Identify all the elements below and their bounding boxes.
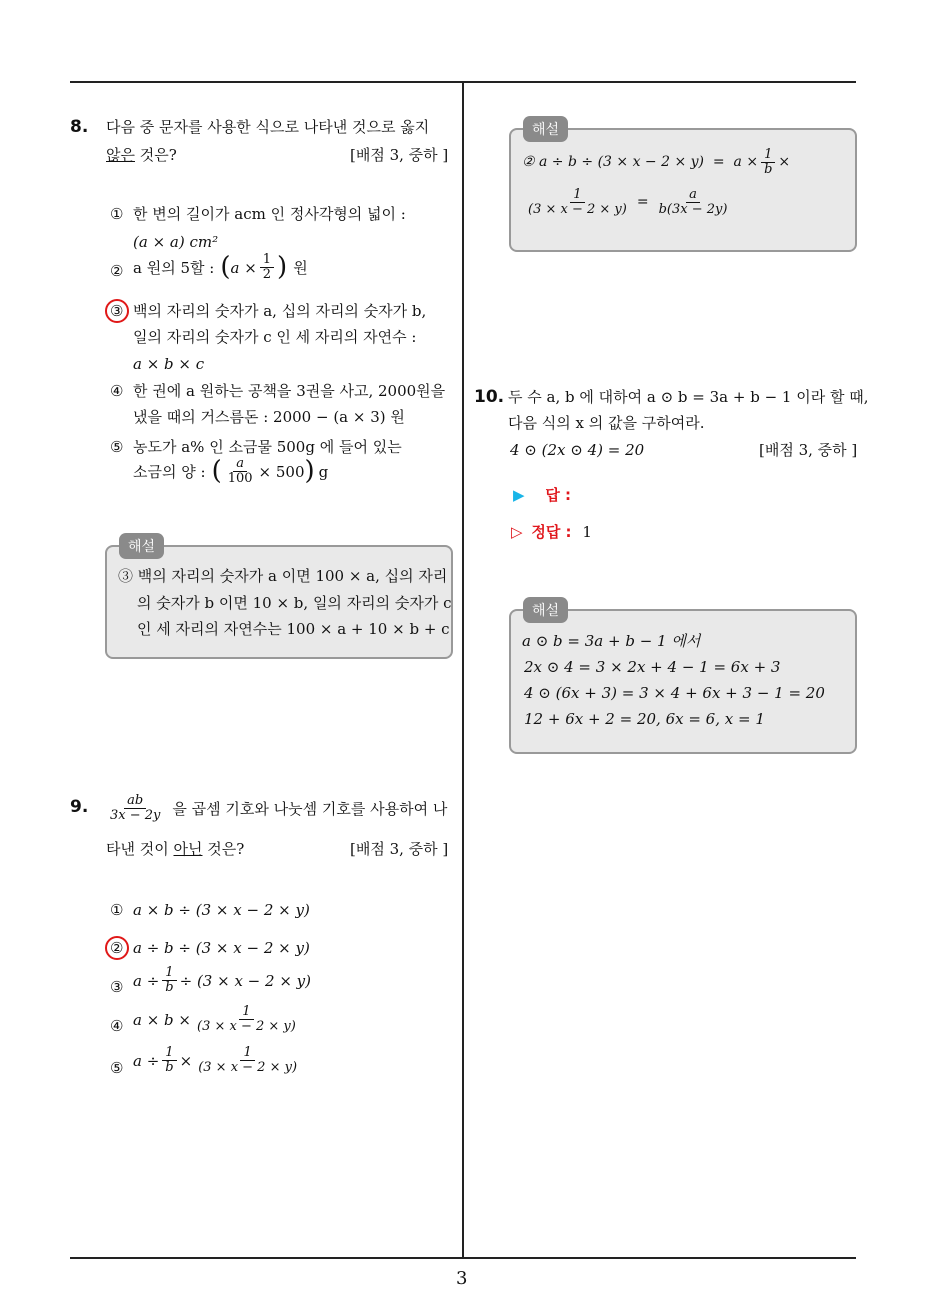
- expr-pre: a ÷: [133, 971, 160, 990]
- fraction-denominator: 100: [227, 471, 253, 487]
- fraction: [656, 188, 731, 218]
- option-text: 소금의 양 : ( $\frac{a}{100}$ × 500 ) g: [133, 455, 329, 487]
- question-prompt-line1: [104, 794, 447, 824]
- fraction-numerator: ab: [124, 794, 146, 809]
- fraction: [761, 148, 775, 178]
- prompt-rest: 것은?: [134, 146, 177, 164]
- answer-row: [513, 486, 571, 504]
- explanation-line: [522, 148, 790, 178]
- explanation-badge: 해설: [523, 116, 568, 142]
- expr-pre: a × b ×: [133, 1010, 191, 1029]
- explanation-line: 2x ⊙ 4 = 3 × 2x + 4 − 1 = 6x + 3: [524, 658, 781, 676]
- fraction-denominator: b(3x − 2y): [658, 202, 728, 218]
- score-label: [배점 3, 중하 ]: [759, 441, 858, 459]
- question-prompt-line1: 두 수 a, b 에 대하여 a ⊙ b = 3a + b − 1 이라 할 때,: [508, 388, 869, 406]
- option-text-pre: a 원의 5할 :: [133, 258, 215, 277]
- option-mark[interactable]: ①: [110, 901, 124, 919]
- option-text-pre: 소금의 양 :: [133, 462, 206, 481]
- fraction: [162, 1046, 176, 1076]
- score-label: [배점 3, 중하 ]: [350, 840, 449, 858]
- option-mark[interactable]: ③: [110, 302, 124, 320]
- option-mark[interactable]: ④: [110, 1017, 124, 1035]
- explanation-text: =: [636, 194, 649, 211]
- fraction-numerator: a: [686, 188, 700, 203]
- explanation-box: [509, 609, 857, 754]
- question-expression: 4 ⊙ (2x ⊙ 4) = 20: [510, 441, 645, 459]
- question-number: 8.: [70, 117, 89, 137]
- fraction: [195, 1046, 300, 1076]
- fraction: [107, 794, 163, 824]
- option-suffix: 원: [293, 258, 308, 277]
- option-mark[interactable]: ③: [110, 978, 124, 996]
- fraction-denominator: (3 × x − 2 × y): [197, 1019, 296, 1035]
- option-expr: [133, 1046, 303, 1076]
- option-suffix: g: [318, 462, 329, 481]
- fraction-denominator: b: [165, 980, 174, 996]
- explanation-badge: 해설: [119, 533, 164, 559]
- option-mark[interactable]: ①: [110, 205, 124, 223]
- question-prompt-line1: 다음 중 문자를 사용한 식으로 나타낸 것으로 옳지: [106, 118, 430, 136]
- option-expr: a × b ÷ (3 × x − 2 × y): [133, 901, 310, 919]
- bottom-rule: [70, 1257, 856, 1259]
- question-number: 10.: [474, 387, 505, 407]
- option-mark[interactable]: ⑤: [110, 438, 124, 456]
- fraction: [260, 253, 274, 283]
- option-expr: [133, 966, 311, 996]
- triangle-outline-icon: ▷: [511, 523, 523, 541]
- correct-answer-value: 1: [582, 523, 592, 541]
- fraction-denominator: (3 × x − 2 × y): [528, 202, 627, 218]
- expr-post: ÷ (3 × x − 2 × y): [179, 971, 311, 990]
- explanation-text: ×: [778, 154, 791, 171]
- option-text: 냈을 때의 거스름돈 : 2000 − (a × 3) 원: [133, 408, 405, 426]
- fraction-numerator: a: [233, 457, 247, 472]
- question-prompt-line2: 다음 식의 x 의 값을 구하여라.: [508, 414, 705, 432]
- explanation-line: 인 세 자리의 자연수는 100 × a + 10 × b + c: [137, 620, 450, 638]
- explanation-line: 의 숫자가 b 이면 10 × b, 일의 자리의 숫자가 c: [137, 594, 452, 612]
- prompt-rest: 것은?: [202, 840, 245, 858]
- score-label: [배점 3, 중하 ]: [350, 146, 449, 164]
- option-expr: a ÷ b ÷ (3 × x − 2 × y): [133, 939, 310, 957]
- fraction-denominator: (3 × x − 2 × y): [198, 1060, 298, 1076]
- explanation-line: [522, 188, 733, 218]
- option-mark[interactable]: ④: [110, 382, 124, 400]
- option-mark[interactable]: ⑤: [110, 1059, 124, 1077]
- expr-post: ×: [179, 1051, 193, 1070]
- option-text: 일의 자리의 숫자가 c 인 세 자리의 자연수 :: [133, 328, 417, 346]
- fraction-numerator: 1: [162, 966, 176, 981]
- fraction-numerator: 1: [239, 1005, 253, 1020]
- option-expr: [133, 1005, 302, 1035]
- question-prompt-line2: [106, 146, 177, 164]
- option-text: a × b × c: [133, 355, 205, 373]
- option-text: 백의 자리의 숫자가 a, 십의 자리의 숫자가 b,: [133, 302, 427, 320]
- fraction: [525, 188, 630, 218]
- explanation-line: ③ 백의 자리의 숫자가 a 이면 100 × a, 십의 자리: [118, 567, 448, 585]
- fraction-denominator: b: [165, 1060, 174, 1076]
- correct-answer-label: 정답 :: [531, 523, 572, 541]
- prompt-underlined: 아닌: [173, 840, 203, 858]
- prompt-text: 을 곱셈 기호와 나눗셈 기호를 사용하여 나: [172, 799, 448, 818]
- question-prompt-line2: [106, 840, 244, 858]
- option-mark[interactable]: ②: [110, 939, 124, 957]
- question-number: 9.: [70, 797, 89, 817]
- prompt-underlined: 않은: [106, 146, 135, 164]
- explanation-text: ② a ÷ b ÷ (3 × x − 2 × y) = a ×: [522, 154, 759, 171]
- explanation-line: a ⊙ b = 3a + b − 1 에서: [522, 632, 701, 650]
- fraction-denominator: 2: [262, 267, 272, 283]
- explanation-line: 4 ⊙ (6x + 3) = 3 × 4 + 6x + 3 − 1 = 20: [524, 684, 825, 702]
- option-mark[interactable]: ②: [110, 262, 124, 280]
- option-text: (a × a) cm²: [133, 233, 219, 251]
- option-text-post: × 500: [258, 462, 305, 481]
- option-text: 한 변의 길이가 acm 인 정사각형의 넓이 :: [133, 205, 406, 223]
- prompt-pre: 타낸 것이: [106, 840, 174, 858]
- fraction-denominator: 3x − 2y: [110, 808, 161, 824]
- explanation-badge: 해설: [523, 597, 568, 623]
- fraction: [194, 1005, 299, 1035]
- fraction-numerator: 1: [761, 148, 775, 163]
- explanation-line: 12 + 6x + 2 = 20, 6x = 6, x = 1: [524, 710, 765, 728]
- fraction-numerator: 1: [240, 1046, 254, 1061]
- option-text: 한 권에 a 원하는 공책을 3권을 사고, 2000원을: [133, 382, 446, 400]
- fraction: [225, 457, 256, 487]
- fraction-numerator: 1: [570, 188, 584, 203]
- expr-pre: a ÷: [133, 1051, 160, 1070]
- correct-answer-row: [511, 523, 592, 541]
- play-icon: ▶: [513, 486, 525, 504]
- answer-label: 답 :: [545, 486, 572, 504]
- column-divider: [462, 83, 464, 1258]
- option-text: 농도가 a% 인 소금물 500g 에 들어 있는: [133, 438, 402, 456]
- option-text: a 원의 5할 : ( a × $\frac{1}{2}$ ) 원: [133, 251, 308, 283]
- fraction-numerator: 1: [260, 253, 274, 268]
- fraction: [162, 966, 176, 996]
- fraction-denominator: b: [764, 162, 773, 178]
- page-number: 3: [456, 1268, 468, 1289]
- fraction-prefix: a ×: [230, 258, 257, 277]
- fraction-numerator: 1: [162, 1046, 176, 1061]
